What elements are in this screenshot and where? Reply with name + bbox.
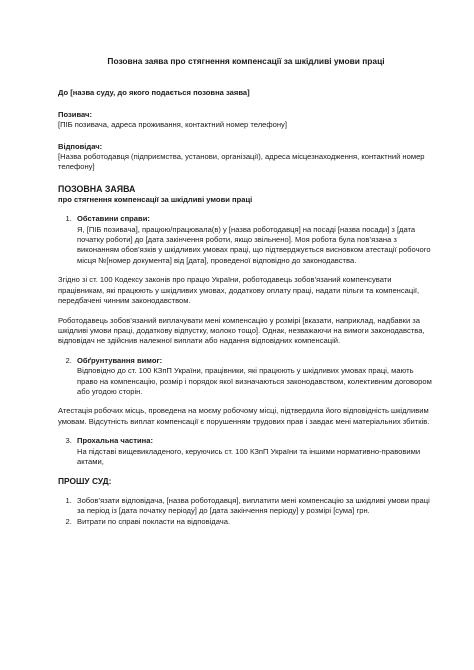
request-list [58,496,434,527]
request-item: 1. Зобов’язати відповідача, [назва роботодавця], виплатити мені компенсацію за шкідливі умови праці за період із [дата початку періоду] до [дата закінчення періоду] у розмірі [сума] грн. [74,496,434,517]
section-list-1 [58,214,434,266]
plaintiff-details: [ПІБ позивача, адреса проживання, контактний номер телефону] [58,120,287,130]
plaintiff-label: Позивач: [58,109,92,119]
section-list-2 [58,356,434,398]
court-addressee: До [назва суду, до якого подається позовна заява] [58,88,250,98]
paragraph: Роботодавець зобов’язаний виплачувати мені компенсацію у розмірі [вказати, наприклад, надбавки за шкідливі умови праці, додаткову відпустку, молоко тощо]. Однак, незважаючи на вимоги законодавства, відповідач не здійснив належної виплати або надання відповідних компенсацій. [58,315,425,346]
request-item: 2. Витрати по справі покласти на відповідача. [74,517,434,527]
document-title: Позовна заява про стягнення компенсації за шкідливі умови праці [107,56,385,66]
section-item [74,436,434,467]
section-body: Я, [ПІБ позивача], працюю/працювала(в) у [назва роботодавця] на посаді [назва посади] з [дата початку роботи] до [дата закінчення роботи, якщо звільнено]. Моя робота була пов’язана з виконанням обов’язків у шкідливих умовах праці, що підтверджується висновком атестації робочого місця №[номер документа] від [дата], проведеної відповідно до законодавства. [77,224,431,265]
claim-subtitle: про стягнення компенсації за шкідливі умови праці [58,194,253,204]
section-item [74,214,434,266]
section-title: 3. Прохальна частина: [77,436,153,446]
section-title: 2. Обґрунтування вимог: [77,355,163,365]
section-body: Відповідно до ст. 100 КЗпП України, працівники, які працюють у шкідливих умовах праці, мають право на компенсацію, розмір і порядок якої визначаються законодавством, колективним договором або угодою сторін. [77,366,432,396]
paragraph: Атестація робочих місць, проведена на моєму робочому місці, підтвердила його відповідність шкідливим умовам. Відсутність виплат компенсації є порушенням трудових прав і завдає мені матеріальних збитків. [58,406,430,426]
paragraph: Згідно зі ст. 100 Кодексу законів про працю України, роботодавець зобов’язаний компенсувати працівникам, які працюють у шкідливих умовах, додаткову оплату праці, надати пільги та компенсації, передбачені чинним законодавством. [58,275,420,306]
section-title: 1. Обставини справи: [77,214,150,224]
section-item [74,356,434,398]
defendant-label: Відповідач: [58,141,103,151]
request-heading: ПРОШУ СУД: [58,476,112,487]
claim-heading: ПОЗОВНА ЗАЯВА [58,183,136,194]
section-list-3 [58,436,434,467]
section-body: На підставі вищевикладеного, керуючись ст. 100 КЗпП України та іншими нормативно-правовими актами, [77,446,421,466]
defendant-details: [Назва роботодавця (підприємства, установи, організації), адреса місцезнаходження, контактний номер телефону] [58,152,425,172]
